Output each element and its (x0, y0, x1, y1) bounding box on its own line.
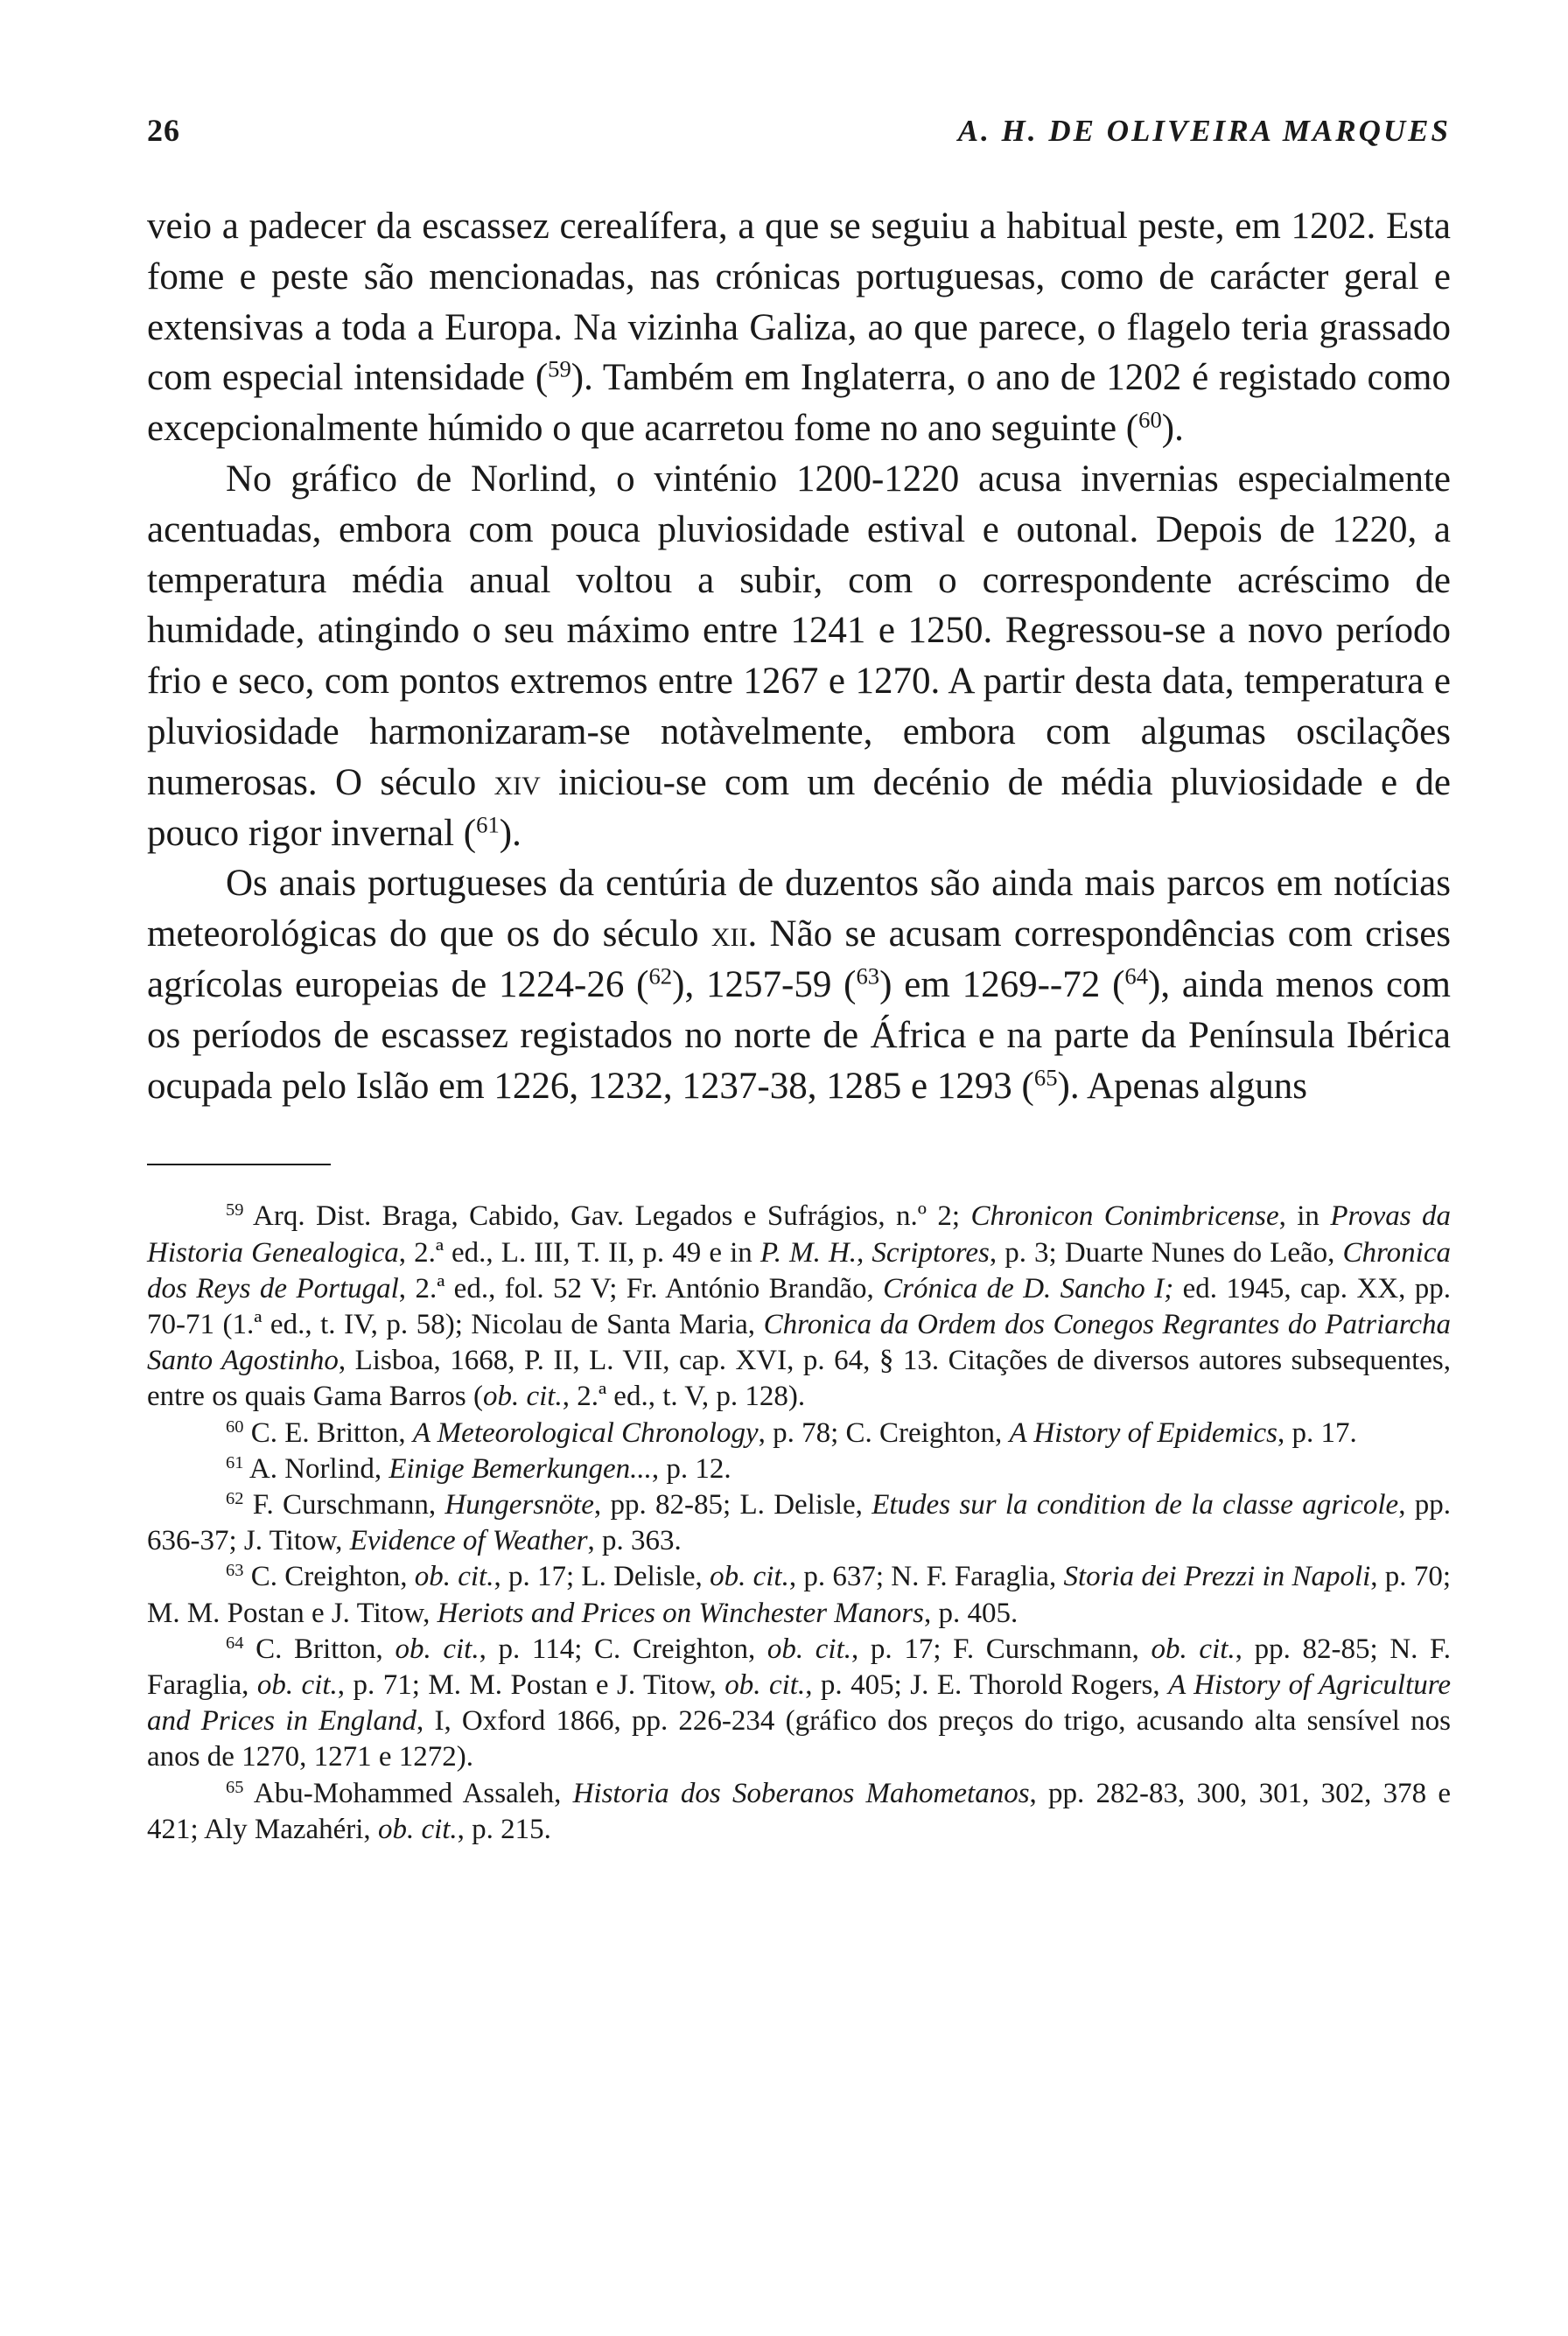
page-number: 26 (147, 113, 180, 148)
footnote-text: , pp. 82-85; L. Delisle, (593, 1488, 872, 1521)
footnote-65 (147, 1776, 1451, 1848)
footnote-title: ob. cit. (1151, 1633, 1236, 1665)
footnote-title: A Meteorological Chronology (412, 1416, 759, 1449)
footnote-number: 60 (226, 1416, 244, 1437)
footnote-62 (147, 1487, 1451, 1559)
century-numeral: xii (710, 913, 748, 955)
footnote-title: Provas da Historia Genealogica (147, 1200, 1452, 1269)
paragraph-text: ) em 1269--72 ( (879, 963, 1125, 1005)
paragraph-text: iniciou-se com um decénio de média pluviosidade e de pouco rigor invernal ( (147, 761, 1452, 854)
footnote-59 (147, 1199, 1451, 1415)
footnote-title: ob. cit. (414, 1561, 494, 1593)
paragraph-1 (147, 201, 1451, 454)
paragraph-text: ). Apenas alguns (1057, 1065, 1307, 1107)
footnote-text: , p. 3; Duarte Nunes do Leão, (989, 1236, 1343, 1269)
footnote-text: , p. 637; N. F. Faraglia, (788, 1561, 1064, 1593)
footnote-title: Etudes sur la condition de la classe agricole (872, 1488, 1399, 1521)
footnote-title: ob. cit. (256, 1668, 338, 1701)
footnote-text: F. Curschmann, (243, 1488, 445, 1521)
footnote-text: , p. 12. (651, 1452, 732, 1485)
footnote-title: P. M. H., Scriptores (760, 1236, 990, 1269)
footnote-divider (147, 1164, 331, 1165)
footnote-title: ob. cit. (482, 1381, 563, 1413)
footnote-text: , p. 363. (587, 1525, 682, 1557)
footnote-title: Evidence of Weather (349, 1525, 588, 1557)
footnote-text: , I, Oxford 1866, pp. 226-234 (gráfico dos preços do trigo, acusando alta sensível nos anos de 1270, 1271 e 1272). (147, 1705, 1451, 1773)
footnote-title: Hungersnöte (444, 1488, 594, 1521)
footnote-text: , p. 78; C. Creighton, (758, 1416, 1010, 1449)
footnote-number: 59 (226, 1200, 244, 1220)
book-page (147, 105, 1451, 1848)
footnote-text: , 2.ª ed., L. III, T. II, p. 49 e in (398, 1236, 760, 1269)
paragraph-text: Os anais portugueses da centúria de duzentos são ainda mais parcos em notícias meteorológicas do que os do século (147, 863, 1451, 955)
footnote-title: ob. cit. (766, 1633, 852, 1665)
footnote-text: , in (1278, 1200, 1331, 1233)
footnote-title: Historia dos Soberanos Mahometanos (572, 1777, 1030, 1809)
footnote-text: C. Britton, (243, 1633, 396, 1665)
footnote-63 (147, 1559, 1451, 1631)
footnote-title: ob. cit. (395, 1633, 480, 1665)
footnote-ref-59: 59 (548, 355, 571, 382)
footnote-text: , p. 405. (923, 1597, 1018, 1629)
footnote-text: C. Creighton, (243, 1561, 415, 1593)
footnote-number: 65 (226, 1777, 244, 1797)
footnote-title: Chronica da Ordem dos Conegos Regrantes do Patriarcha Santo Agostinho (147, 1308, 1452, 1377)
footnote-title: Chronicon Conimbricense (970, 1200, 1279, 1233)
footnote-text: C. E. Britton, (243, 1416, 413, 1449)
paragraph-text: ). Também em Inglaterra, o ano de 1202 é registado como excepcionalmente húmido o que acarretou fome no ano seguinte ( (147, 357, 1451, 450)
footnote-title: Heriots and Prices on Winchester Manors (437, 1597, 924, 1629)
footnote-text: , Lisboa, 1668, P. II, L. VII, cap. XVI, p. 64, § 13. Citações de diversos autores subsequentes, entre os quais Gama Barros ( (147, 1345, 1451, 1413)
footnote-text: Abu-Mohammed Assaleh, (243, 1777, 573, 1809)
footnote-title: Crónica de D. Sancho I; (883, 1272, 1174, 1304)
footnote-text: Arq. Dist. Braga, Cabido, Gav. Legados e Sufrágios, n.º 2; (243, 1200, 971, 1233)
century-numeral: xiv (494, 761, 541, 803)
footnote-ref-62: 62 (648, 962, 673, 990)
footnote-64 (147, 1632, 1451, 1776)
footnote-text: , p. 17. (1277, 1416, 1357, 1449)
footnote-text: ed. 1945, cap. XX, pp. 70-71 (1.ª ed., t. IV, p. 58); Nicolau de Santa Maria, (147, 1272, 1451, 1340)
footnote-title: Chronica dos Reys de Portugal (147, 1236, 1451, 1304)
footnote-text: , p. 71; M. M. Postan e J. Titow, (337, 1668, 725, 1701)
footnote-number: 63 (226, 1561, 244, 1581)
footnote-text: , pp. 282-83, 300, 301, 302, 378 e 421; Aly Mazahéri, (147, 1777, 1451, 1845)
paragraph-text: . Não se acusam correspondências com crises agrícolas europeias de 1224-26 ( (147, 913, 1452, 1005)
footnote-text: , p. 405; J. E. Thorold Rogers, (805, 1668, 1169, 1701)
footnote-title: ob. cit. (377, 1813, 458, 1845)
footnote-title: Storia dei Prezzi in Napoli (1063, 1561, 1371, 1593)
footnote-number: 61 (226, 1452, 244, 1472)
footnote-text: , pp. 636-37; J. Titow, (147, 1488, 1451, 1557)
footnote-ref-61: 61 (476, 810, 500, 837)
paragraph-text: ), 1257-59 ( (672, 963, 857, 1005)
footnote-title: ob. cit. (710, 1561, 789, 1593)
footnote-60 (147, 1416, 1451, 1451)
footnote-text: , 2.ª ed., fol. 52 V; Fr. António Brandão, (398, 1272, 884, 1304)
paragraph-3 (147, 858, 1451, 1111)
footnote-number: 62 (226, 1488, 244, 1508)
footnote-text: A. Norlind, (243, 1452, 389, 1485)
paragraph-text: veio a padecer da escassez cerealífera, a que se seguiu a habitual peste, em 1202. Esta fome e peste são mencionadas, nas crónicas portuguesas, como de carácter geral e extensivas a toda a Europa. Na vizinha Galiza, ao que parece, o flagelo teria grassado com especial intensidade ( (147, 206, 1451, 399)
paragraph-text: No gráfico de Norlind, o vinténio 1200-1220 acusa invernias especialmente acentuadas, embora com pouca pluviosidade estival e outonal. Depois de 1220, a temperatura média anual voltou a subir, com o correspondente acréscimo de humidade, atingindo o seu máximo entre 1241 e 1250. Regressou-se a novo período frio e seco, com pontos extremos entre 1267 e 1270. A partir desta data, temperatura e pluviosidade harmonizaram-se notàvelmente, embora com algumas oscilações numerosas. O século (147, 458, 1451, 803)
running-head: A. H. DE OLIVEIRA MARQUES (957, 114, 1451, 148)
footnote-title: Einige Bemerkungen... (388, 1452, 652, 1485)
footnotes (147, 1199, 1451, 1848)
page-header (147, 105, 1451, 157)
paragraph-text: ). (1161, 408, 1184, 450)
paragraph-2 (147, 454, 1451, 858)
footnote-title: A History of Agriculture and Prices in England (147, 1668, 1452, 1738)
footnote-text: , p. 70; M. M. Postan e J. Titow, (147, 1561, 1451, 1629)
footnote-ref-64: 64 (1124, 962, 1149, 990)
footnote-number: 64 (226, 1633, 244, 1653)
footnote-text: , pp. 82-85; N. F. Faraglia, (147, 1633, 1452, 1701)
footnote-61 (147, 1451, 1451, 1487)
footnote-text: , p. 215. (457, 1813, 551, 1845)
footnote-ref-60: 60 (1138, 406, 1162, 433)
footnote-ref-63: 63 (856, 962, 880, 990)
footnote-text: , p. 17; F. Curschmann, (851, 1633, 1152, 1665)
footnote-ref-65: 65 (1033, 1063, 1058, 1090)
footnote-text: , p. 114; C. Creighton, (479, 1633, 767, 1665)
footnote-title: A History of Epidemics (1009, 1416, 1278, 1449)
paragraph-text: ), ainda menos com os períodos de escassez registados no norte de África e na parte da Península Ibérica ocupada pelo Islão em 1226, 1232, 1237-38, 1285 e 1293 ( (147, 963, 1451, 1107)
body-text (147, 201, 1451, 1111)
footnote-text: , p. 17; L. Delisle, (494, 1561, 710, 1593)
paragraph-text: ). (499, 812, 522, 854)
footnote-text: , 2.ª ed., t. V, p. 128). (562, 1381, 806, 1413)
footnote-title: ob. cit. (724, 1668, 806, 1701)
